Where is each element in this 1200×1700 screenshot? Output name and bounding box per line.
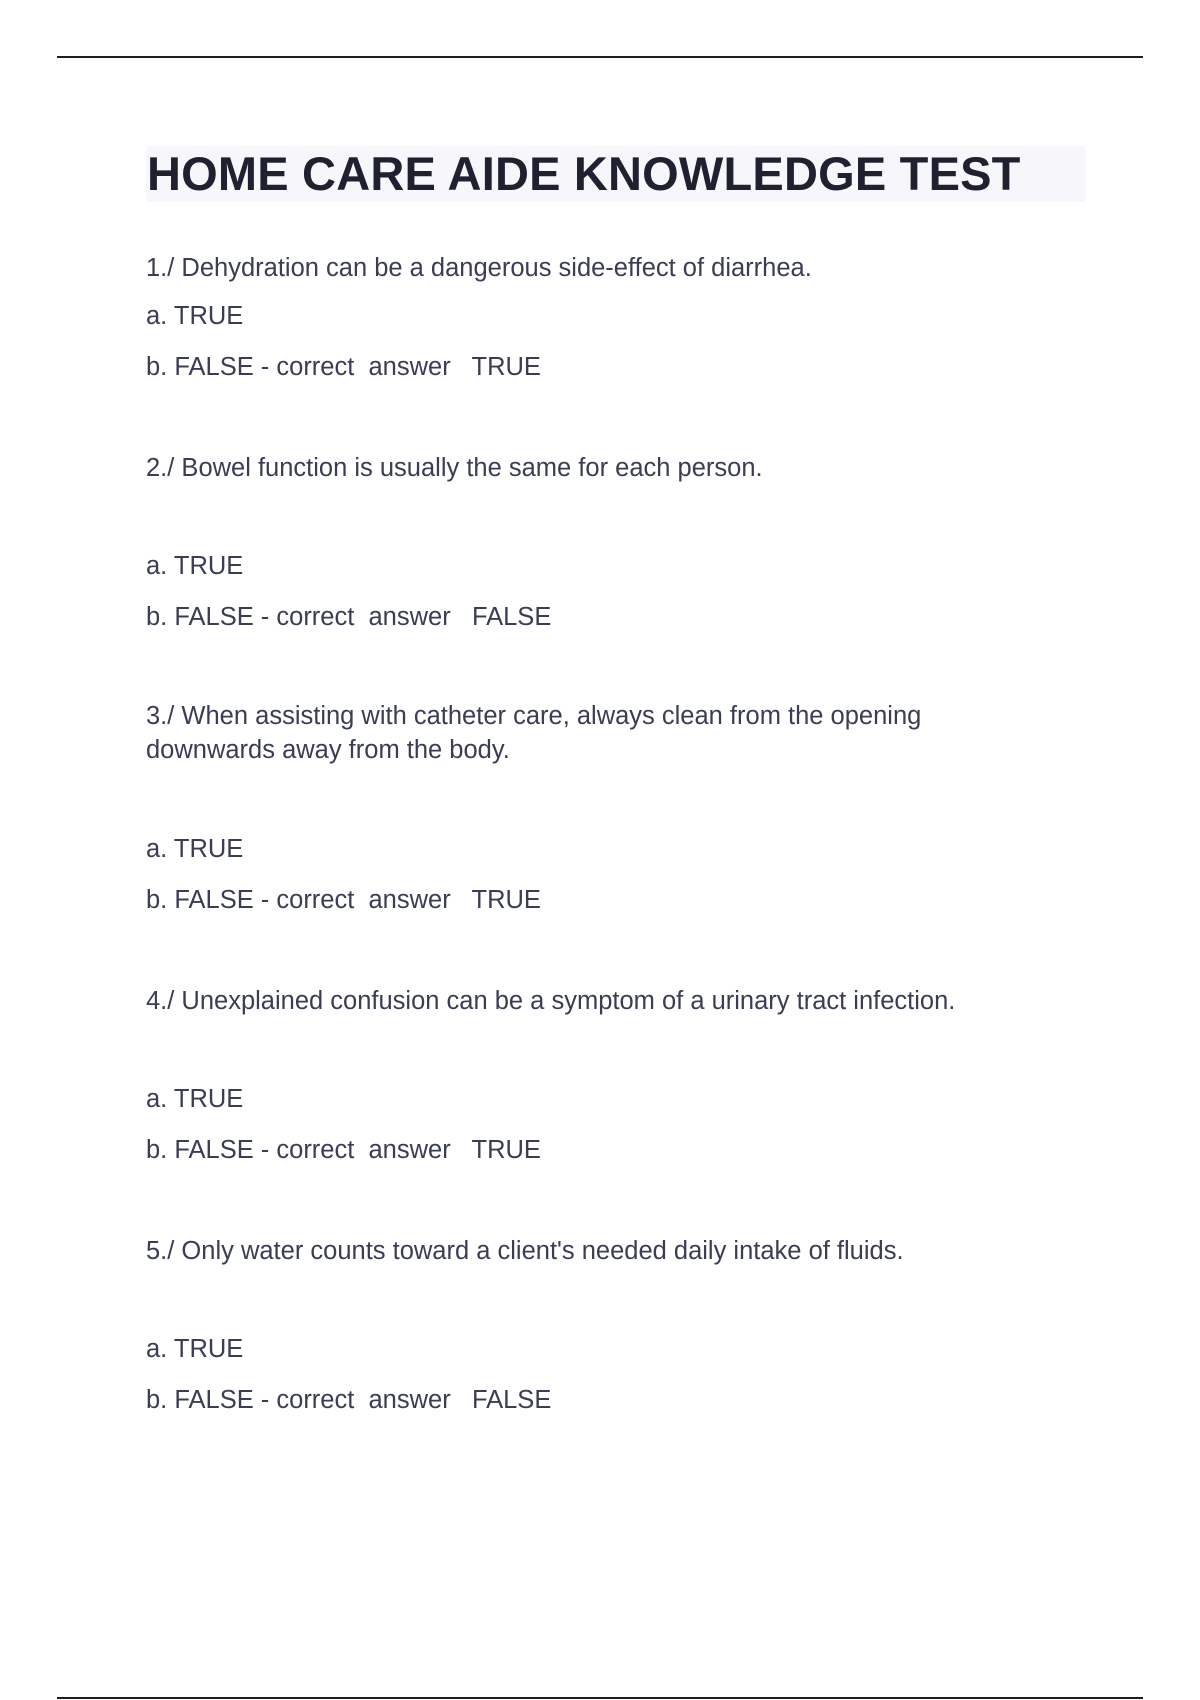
question-2-option-a: a. TRUE — [146, 552, 244, 580]
document-page — [146, 146, 1086, 1414]
question-2 — [146, 451, 1086, 485]
question-2-option-b: b. FALSE - correct answer FALSE — [146, 603, 552, 631]
question-3 — [146, 699, 1006, 767]
question-1 — [146, 251, 1086, 285]
question-4-option-a: a. TRUE — [146, 1085, 244, 1113]
question-text: 1./ Dehydration can be a dangerous side-effect of diarrhea. — [146, 254, 812, 282]
question-3-option-a: a. TRUE — [146, 835, 244, 863]
question-3-option-b: b. FALSE - correct answer TRUE — [146, 886, 541, 914]
question-5-option-a: a. TRUE — [146, 1335, 244, 1363]
question-4 — [146, 984, 1086, 1018]
question-text: 3./ When assisting with catheter care, always clean from the opening downwards away from the body. — [146, 702, 922, 764]
question-1-option-b: b. FALSE - correct answer TRUE — [146, 353, 541, 381]
question-1-option-a: a. TRUE — [146, 302, 244, 330]
question-5-option-b: b. FALSE - correct answer FALSE — [146, 1386, 552, 1414]
question-text: 2./ Bowel function is usually the same for each person. — [146, 454, 763, 482]
question-text: 4./ Unexplained confusion can be a symptom of a urinary tract infection. — [146, 987, 956, 1015]
question-text: 5./ Only water counts toward a client's needed daily intake of fluids. — [146, 1237, 904, 1265]
question-5 — [146, 1234, 1086, 1268]
bottom-divider — [57, 1697, 1143, 1699]
top-divider — [57, 56, 1143, 58]
question-4-option-b: b. FALSE - correct answer TRUE — [146, 1136, 541, 1164]
document-title: HOME CARE AIDE KNOWLEDGE TEST — [146, 146, 1086, 202]
